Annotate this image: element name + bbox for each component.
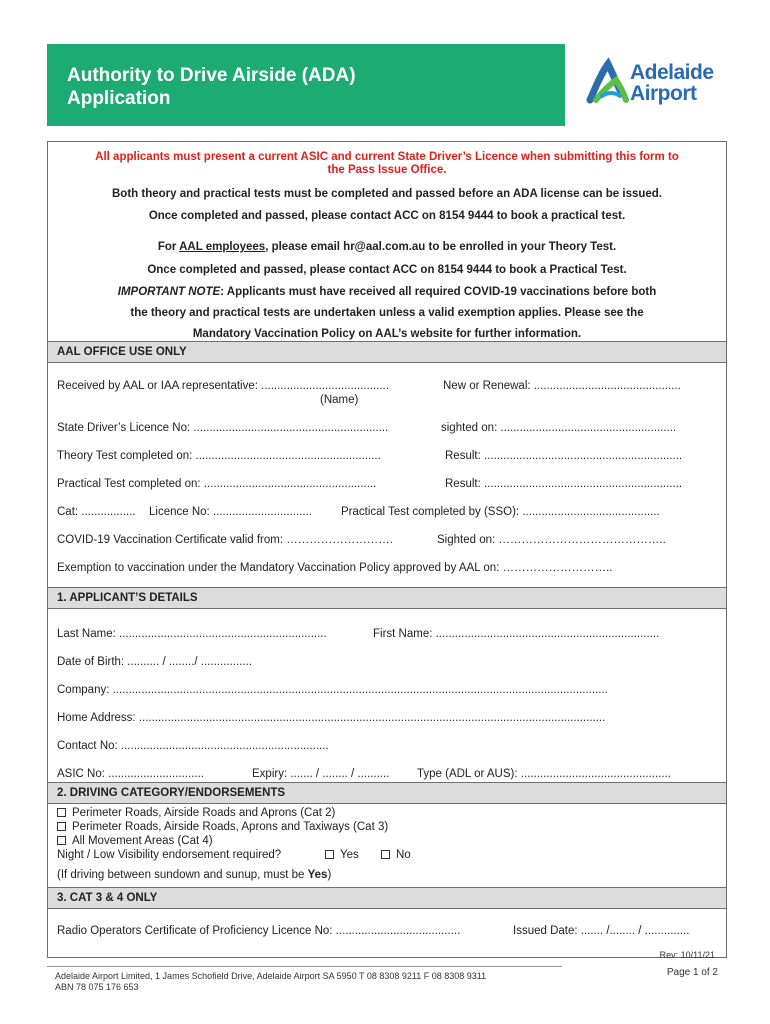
theory-result-field[interactable]: Result: .............................................................. [445,450,683,462]
cat34-heading: 3. CAT 3 & 4 ONLY [48,887,726,909]
important-note: IMPORTANT NOTE: Applicants must have received all required COVID-19 vaccinations before both [117,286,657,298]
cat2-option[interactable]: Perimeter Roads, Airside Roads and Aprons (Cat 2) [57,806,717,820]
first-name-field[interactable]: First Name: ...................................................................... [373,628,660,640]
cat4-checkbox[interactable] [57,836,66,845]
contact-acc-text: Once completed and passed, please contact ACC on 8154 9444 to book a practical test. [148,210,626,222]
instructions: All applicants must present a current ASIC and current State Driver’s Licence when submitting this form to the Pass Issue Office. Both theory and practical tests must be completed and passed before an ADA license can be issued. Once completed and passed, please contact ACC on 8154 9444 to book a practical test. For AAL employees, please email hr@aal.com.au to be enrolled in your Theory Test. Once completed and passed, please contact ACC on 8154 9444 to book a Practical Test. IMPORTANT NOTE: Applicants must have received all required COVID-19 vaccinations before both the theory and practical tests are undertaken unless a valid exemption applies. Please see the Mandatory Vaccination Policy on AAL’s website for further information. [48,142,726,342]
yes-checkbox[interactable] [325,850,334,859]
no-checkbox[interactable] [381,850,390,859]
cat4-option[interactable]: All Movement Areas (Cat 4) [57,834,717,848]
last-name-field[interactable]: Last Name: ................................................................. [57,628,327,640]
theory-test-field[interactable]: Theory Test completed on: .......................................................... [57,450,381,462]
sso-field[interactable]: Practical Test completed by (SSO): ........................................... [341,506,660,518]
covid-valid-field[interactable]: COVID-19 Vaccination Certificate valid from: ………………………. [57,534,393,546]
applicant-details-heading: 1. APPLICANT’S DETAILS [48,587,726,609]
tests-required-text: Both theory and practical tests must be completed and passed before an ADA license can be issued. [111,188,663,200]
page-number: Page 1 of 2 [666,967,718,978]
title-banner [47,44,565,126]
form-title: Authority to Drive Airside (ADA) Application [67,65,356,109]
aal-employees-text: For AAL employees, please email hr@aal.com.au to be enrolled in your Theory Test. [157,241,617,253]
issued-date-field[interactable]: Issued Date: ....... /........ / .............. [513,925,690,937]
exemption-field[interactable]: Exemption to vaccination under the Mandatory Vaccination Policy approved by AAL on: ……………………….. [57,562,613,574]
form-frame [47,141,727,958]
footer-divider [47,966,562,967]
radio-licence-field[interactable]: Radio Operators Certificate of Proficiency Licence No: ....................................... [57,925,461,937]
practical-result-field[interactable]: Result: .............................................................. [445,478,683,490]
type-field[interactable]: Type (ADL or AUS): ............................................... [417,768,671,780]
received-by-field[interactable]: Received by AAL or IAA representative: ........................................ [57,380,389,392]
night-endorsement-question: Night / Low Visibility endorsement required? [57,849,282,861]
cat3-checkbox[interactable] [57,822,66,831]
aal-employees-link: AAL employees [179,241,266,253]
home-address-field[interactable]: Home Address: .................................................................................................................................................. [57,712,606,724]
contact-no-field[interactable]: Contact No: ................................................................. [57,740,329,752]
sighted-on-field[interactable]: sighted on: ....................................................... [441,422,677,434]
cat2-checkbox[interactable] [57,808,66,817]
licence-no-field[interactable]: State Driver’s Licence No: ............................................................. [57,422,389,434]
cat-field[interactable]: Cat: ................. [57,506,136,518]
new-or-renewal-field[interactable]: New or Renewal: .............................................. [443,380,681,392]
dob-field[interactable]: Date of Birth: .......... / ......../ ................ [57,656,252,668]
name-hint: (Name) [320,394,359,406]
expiry-field[interactable]: Expiry: ....... / ........ / .......... [252,768,390,780]
driving-category-heading: 2. DRIVING CATEGORY/ENDORSEMENTS [48,782,726,804]
footer [55,971,486,993]
asic-no-field[interactable]: ASIC No: .............................. [57,768,204,780]
airport-logo-icon [586,56,630,108]
footer-address: Adelaide Airport Limited, 1 James Schofield Drive, Adelaide Airport SA 5950 T 08 8308 9211 F 08 8308 9311 [55,971,487,981]
revision-date: Rev: 10/11/21 [659,950,715,960]
contact-acc-text-2: Once completed and passed, please contact ACC on 8154 9444 to book a Practical Test. [147,264,627,276]
office-use-heading: AAL OFFICE USE ONLY [48,341,726,363]
night-note: (If driving between sundown and sunup, must be Yes) [57,869,332,881]
office-licence-field[interactable]: Licence No: ............................... [149,506,312,518]
footer-abn: ABN 78 075 176 653 [55,982,139,992]
company-field[interactable]: Company: ........................................................................................................................................................... [57,684,608,696]
yes-option[interactable]: Yes [325,848,359,862]
practical-test-field[interactable]: Practical Test completed on: ...................................................... [57,478,377,490]
adelaide-airport-logo: Adelaide Airport [586,56,736,112]
no-option[interactable]: No [381,848,411,862]
cat3-option[interactable]: Perimeter Roads, Airside Roads, Aprons and Taxiways (Cat 3) [57,820,717,834]
warning-text: All applicants must present a current ASIC and current State Driver’s Licence when submitting this form to the Pass Issue Office. [95,151,679,176]
covid-sighted-field[interactable]: Sighted on: …………………………………….. [437,534,666,546]
